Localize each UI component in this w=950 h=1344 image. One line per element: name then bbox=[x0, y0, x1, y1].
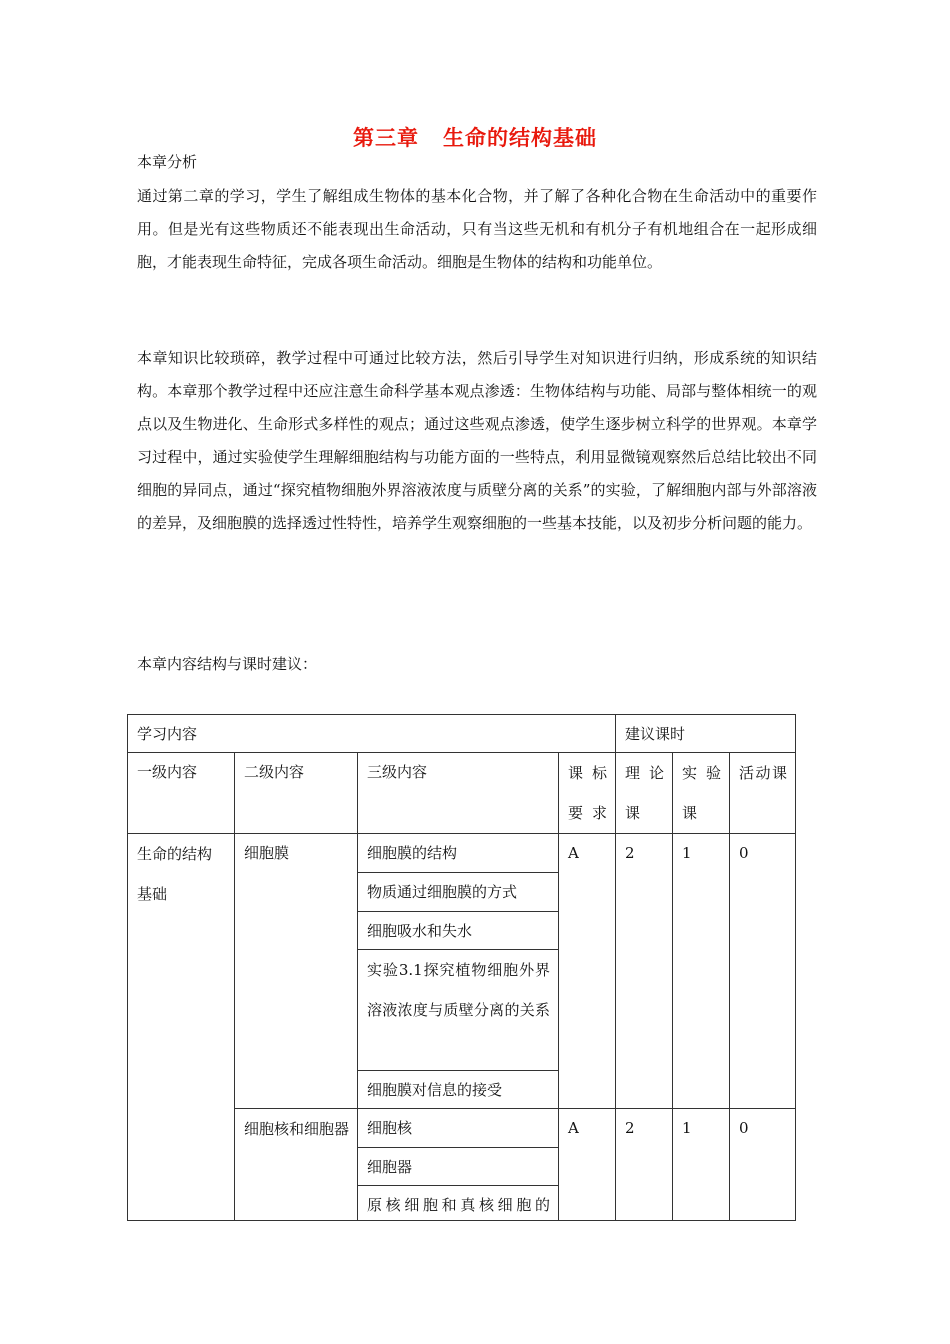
level3-item: 实验3.1探究植物细胞外界溶液浓度与质壁分离的关系 bbox=[358, 949, 558, 1070]
theory-cell: 2 bbox=[616, 834, 673, 1109]
header-hours: 建议课时 bbox=[616, 715, 796, 753]
level3-item: 细胞膜的结构 bbox=[358, 834, 558, 872]
section-label: 本章分析 bbox=[137, 153, 198, 171]
chapter-number: 第三章 bbox=[353, 125, 419, 150]
level3-item: 细胞器 bbox=[358, 1147, 558, 1185]
level2-cell: 细胞膜 bbox=[235, 834, 358, 1109]
requirement-cell: A bbox=[559, 834, 616, 1109]
chapter-title bbox=[0, 122, 950, 152]
activity-cell: 0 bbox=[730, 1109, 796, 1221]
table-subheader-row bbox=[128, 753, 796, 834]
activity-cell: 0 bbox=[730, 834, 796, 1109]
table-header-row bbox=[128, 715, 796, 753]
col-level3: 三级内容 bbox=[358, 753, 559, 834]
table-intro: 本章内容结构与课时建议： bbox=[137, 655, 318, 673]
level3-item: 细胞吸水和失水 bbox=[358, 911, 558, 949]
paragraph-intro: 通过第二章的学习，学生了解组成生物体的基本化合物，并了解了各种化合物在生命活动中的重要作用。但是光有这些物质还不能表现出生命活动，只有当这些无机和有机分子有机地组合在一起形成细胞，才能表现生命特征，完成各项生命活动。细胞是生物体的结构和功能单位。 bbox=[137, 187, 817, 271]
course-plan-table bbox=[127, 714, 796, 1221]
col-activity: 活动课 bbox=[730, 753, 796, 834]
col-level2: 二级内容 bbox=[235, 753, 358, 834]
experiment-cell: 1 bbox=[673, 1109, 730, 1221]
experiment-cell: 1 bbox=[673, 834, 730, 1109]
level2-cell: 细胞核和细胞器 bbox=[235, 1109, 358, 1221]
paragraph-teaching: 本章知识比较琐碎，教学过程中可通过比较方法，然后引导学生对知识进行归纳，形成系统的知识结构。本章那个教学过程中还应注意生命科学基本观点渗透：生物体结构与功能、局部与整体相统一的观点以及生物进化、生命形式多样性的观点；通过这些观点渗透，使学生逐步树立科学的世界观。本章学习过程中，通过实验使学生理解细胞结构与功能方面的一些特点，利用显微镜观察然后总结比较出不同细胞的异同点，通过“探究植物细胞外界溶液浓度与质壁分离的关系”的实验，了解细胞内部与外部溶液的差异，及细胞膜的选择透过性特性，培养学生观察细胞的一些基本技能，以及初步分析问题的能力。 bbox=[137, 349, 817, 532]
col-requirement: 课标要求 bbox=[559, 753, 616, 834]
level3-item: 细胞膜对信息的接受 bbox=[367, 1080, 503, 1099]
table-row bbox=[128, 834, 796, 1109]
requirement-cell: A bbox=[559, 1109, 616, 1221]
level3-item: 物质通过细胞膜的方式 bbox=[358, 872, 558, 911]
level3-item: 细胞核 bbox=[358, 1109, 558, 1147]
chapter-name: 生命的结构基础 bbox=[443, 125, 597, 150]
col-experiment: 实验课 bbox=[673, 753, 730, 834]
level3-item: 原核细胞和真核细胞的 bbox=[367, 1195, 550, 1214]
level3-list bbox=[358, 834, 558, 1108]
col-level1: 一级内容 bbox=[128, 753, 235, 834]
col-theory: 理论课 bbox=[616, 753, 673, 834]
level1-cell: 生命的结构基础 bbox=[128, 834, 235, 1221]
theory-cell: 2 bbox=[616, 1109, 673, 1221]
header-content: 学习内容 bbox=[128, 715, 616, 753]
level3-list bbox=[358, 1109, 558, 1220]
